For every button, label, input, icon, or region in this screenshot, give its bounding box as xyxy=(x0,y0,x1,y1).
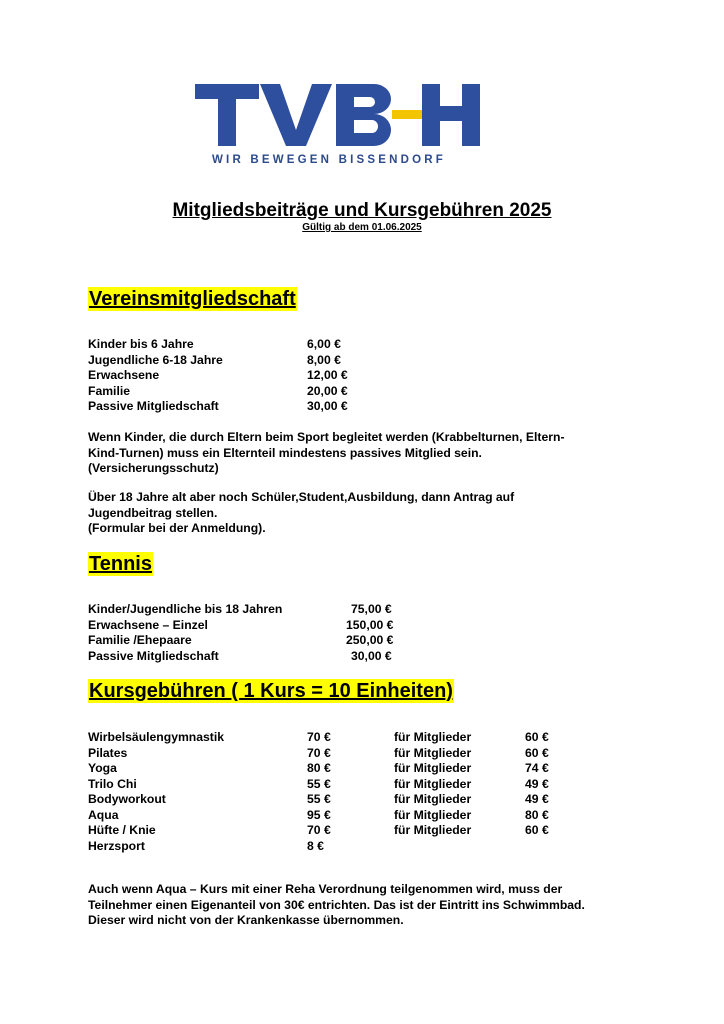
course-member-price: 74 € xyxy=(525,761,549,775)
course-member-price: 60 € xyxy=(525,823,549,837)
course-member-price: 49 € xyxy=(525,776,549,791)
page-subtitle: Gültig ab dem 01.06.2025 xyxy=(302,222,422,233)
course-name: Yoga xyxy=(88,761,117,775)
course-price: 95 € xyxy=(307,807,331,822)
course-member-label: für Mitglieder xyxy=(394,730,472,744)
note-line: Auch wenn Aqua – Kurs mit einer Reha Verordnung teilgenommen wird, muss der xyxy=(88,882,563,896)
course-price: 55 € xyxy=(307,776,331,791)
membership-label: Erwachsene xyxy=(88,368,160,382)
membership-label: Passive Mitgliedschaft xyxy=(88,399,219,413)
page-title: Mitgliedsbeiträge und Kursgebühren 2025 xyxy=(172,200,552,221)
note-line: Teilnehmer einen Eigenanteil von 30€ entrichten. Das ist der Eintritt ins Schwimmbad. xyxy=(88,897,585,912)
membership-label: Familie xyxy=(88,383,130,398)
note-line: (Formular bei der Anmeldung). xyxy=(88,521,266,535)
membership-price: 8,00 € xyxy=(307,352,341,367)
course-name: Trilo Chi xyxy=(88,776,137,791)
course-price: 55 € xyxy=(307,792,331,806)
course-member-price: 60 € xyxy=(525,745,549,760)
note-line: Dieser wird nicht von der Krankenkasse übernommen. xyxy=(88,913,404,927)
course-member-price: 60 € xyxy=(525,730,549,744)
course-member-label: für Mitglieder xyxy=(394,792,472,806)
membership-note-parents xyxy=(88,430,648,477)
membership-note-youth xyxy=(88,490,648,537)
course-price: 70 € xyxy=(307,823,331,837)
course-name: Bodyworkout xyxy=(88,792,166,806)
membership-label: Jugendliche 6-18 Jahre xyxy=(88,352,223,367)
course-name: Hüfte / Knie xyxy=(88,823,156,837)
membership-price: 6,00 € xyxy=(307,337,341,351)
course-name: Pilates xyxy=(88,745,128,760)
tennis-price: 30,00 € xyxy=(351,648,392,663)
course-name: Aqua xyxy=(88,807,119,822)
section-heading-tennis: Tennis xyxy=(89,553,152,575)
course-price: 70 € xyxy=(307,745,331,760)
course-member-label: für Mitglieder xyxy=(394,776,472,791)
course-name: Herzsport xyxy=(88,838,145,853)
tennis-label: Familie /Ehepaare xyxy=(88,633,192,647)
section-heading-courses: Kursgebühren ( 1 Kurs = 10 Einheiten) xyxy=(89,680,453,702)
course-member-label: für Mitglieder xyxy=(394,823,472,837)
membership-label: Kinder bis 6 Jahre xyxy=(88,337,194,351)
course-member-label: für Mitglieder xyxy=(394,745,472,760)
tennis-price: 75,00 € xyxy=(351,602,392,616)
tennis-label: Kinder/Jugendliche bis 18 Jahren xyxy=(88,602,283,616)
courses-note-aqua xyxy=(88,882,648,929)
tennis-price: 150,00 € xyxy=(346,617,394,632)
course-price: 8 € xyxy=(307,838,324,853)
tennis-label: Erwachsene – Einzel xyxy=(88,617,208,632)
course-name: Wirbelsäulengymnastik xyxy=(88,730,225,744)
membership-price: 30,00 € xyxy=(307,399,348,413)
course-member-price: 80 € xyxy=(525,807,549,822)
tvbh-logo-mark xyxy=(190,82,535,152)
note-line: Kind-Turnen) muss ein Elternteil mindestens passives Mitglied sein. xyxy=(88,445,482,460)
course-member-label: für Mitglieder xyxy=(394,761,472,775)
note-line: Über 18 Jahre alt aber noch Schüler,Student,Ausbildung, dann Antrag auf xyxy=(88,490,515,504)
membership-price: 12,00 € xyxy=(307,368,348,382)
tennis-label: Passive Mitgliedschaft xyxy=(88,648,219,663)
course-member-label: für Mitglieder xyxy=(394,807,472,822)
section-heading-membership: Vereinsmitgliedschaft xyxy=(89,288,296,310)
tennis-price: 250,00 € xyxy=(346,633,394,647)
logo-tagline: WIR BEWEGEN BISSENDORF xyxy=(212,154,446,166)
membership-price: 20,00 € xyxy=(307,383,348,398)
course-member-price: 49 € xyxy=(525,792,549,806)
note-line: Wenn Kinder, die durch Eltern beim Sport begleitet werden (Krabbelturnen, Eltern- xyxy=(88,430,565,444)
note-line: (Versicherungsschutz) xyxy=(88,461,219,475)
note-line: Jugendbeitrag stellen. xyxy=(88,505,218,520)
course-price: 70 € xyxy=(307,730,331,744)
course-price: 80 € xyxy=(307,761,331,775)
